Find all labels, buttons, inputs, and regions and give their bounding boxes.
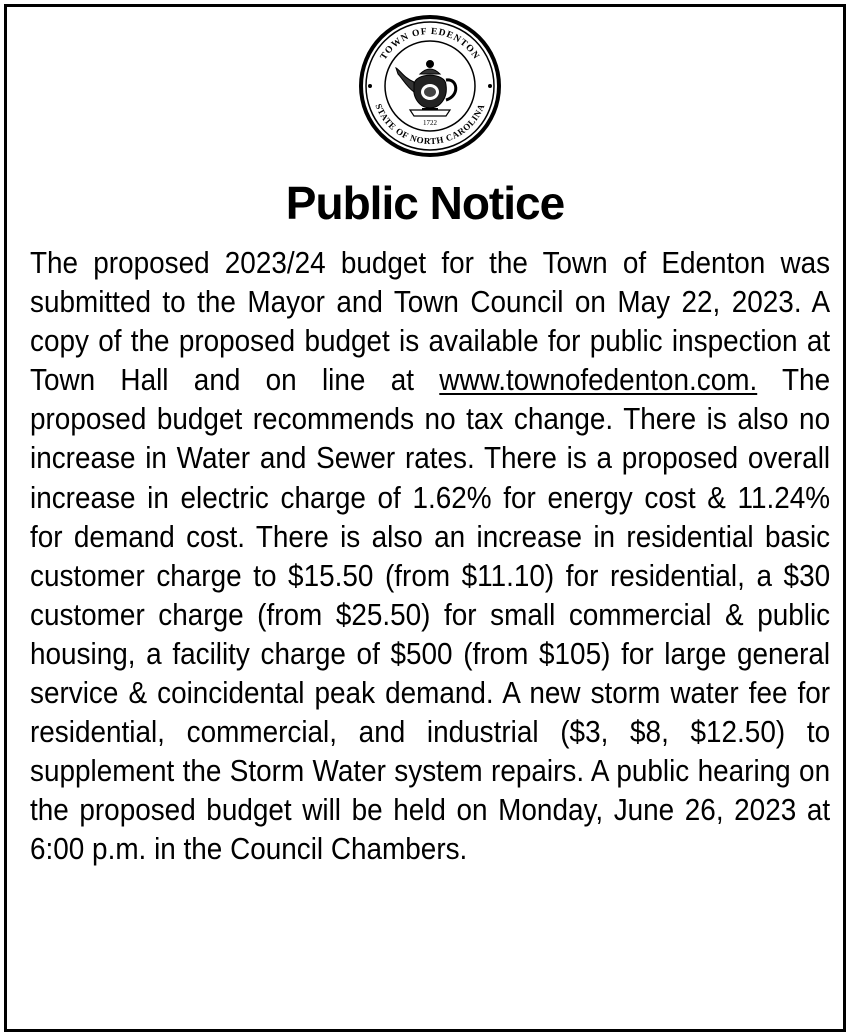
town-seal: [356, 12, 504, 160]
notice-text-part-2: The proposed budget recommends no tax change. There is also no increase in Water and Sewer rates. There is a proposed overall increase in electric charge of 1.62% for energy cost & 11.24% for demand cost. There is also an increase in residential basic customer charge to $15.50 (from $11.10) for residential, a $30 customer charge (from $25.50) for small commercial & public housing, a facility charge of $500 (from $105) for large general service & coincidental peak demand. A new storm water fee for residential, commercial, and industrial ($3, $8, $12.50) to supplement the Storm Water system repairs. A public hearing on the proposed budget will be held on Monday, June 26, 2023 at 6:00 p.m. in the Council Chambers.: [30, 362, 831, 867]
seal-year: 1722: [423, 119, 437, 127]
notice-text-part-1: The proposed 2023/24 budget for the Town of Edenton was submitted to the Mayor and Town Council on May 22, 2023. A copy of the proposed budget is available for public inspection at Town Hall and on line at: [30, 245, 831, 398]
seal-top-text: TOWN OF EDENTON: [378, 26, 482, 62]
page-title: Public Notice: [285, 177, 565, 229]
seal-bottom-text: STATE OF NORTH CAROLINA: [373, 102, 487, 147]
notice-body: [30, 243, 830, 869]
website-link[interactable]: www.townofedenton.com.: [439, 362, 758, 398]
